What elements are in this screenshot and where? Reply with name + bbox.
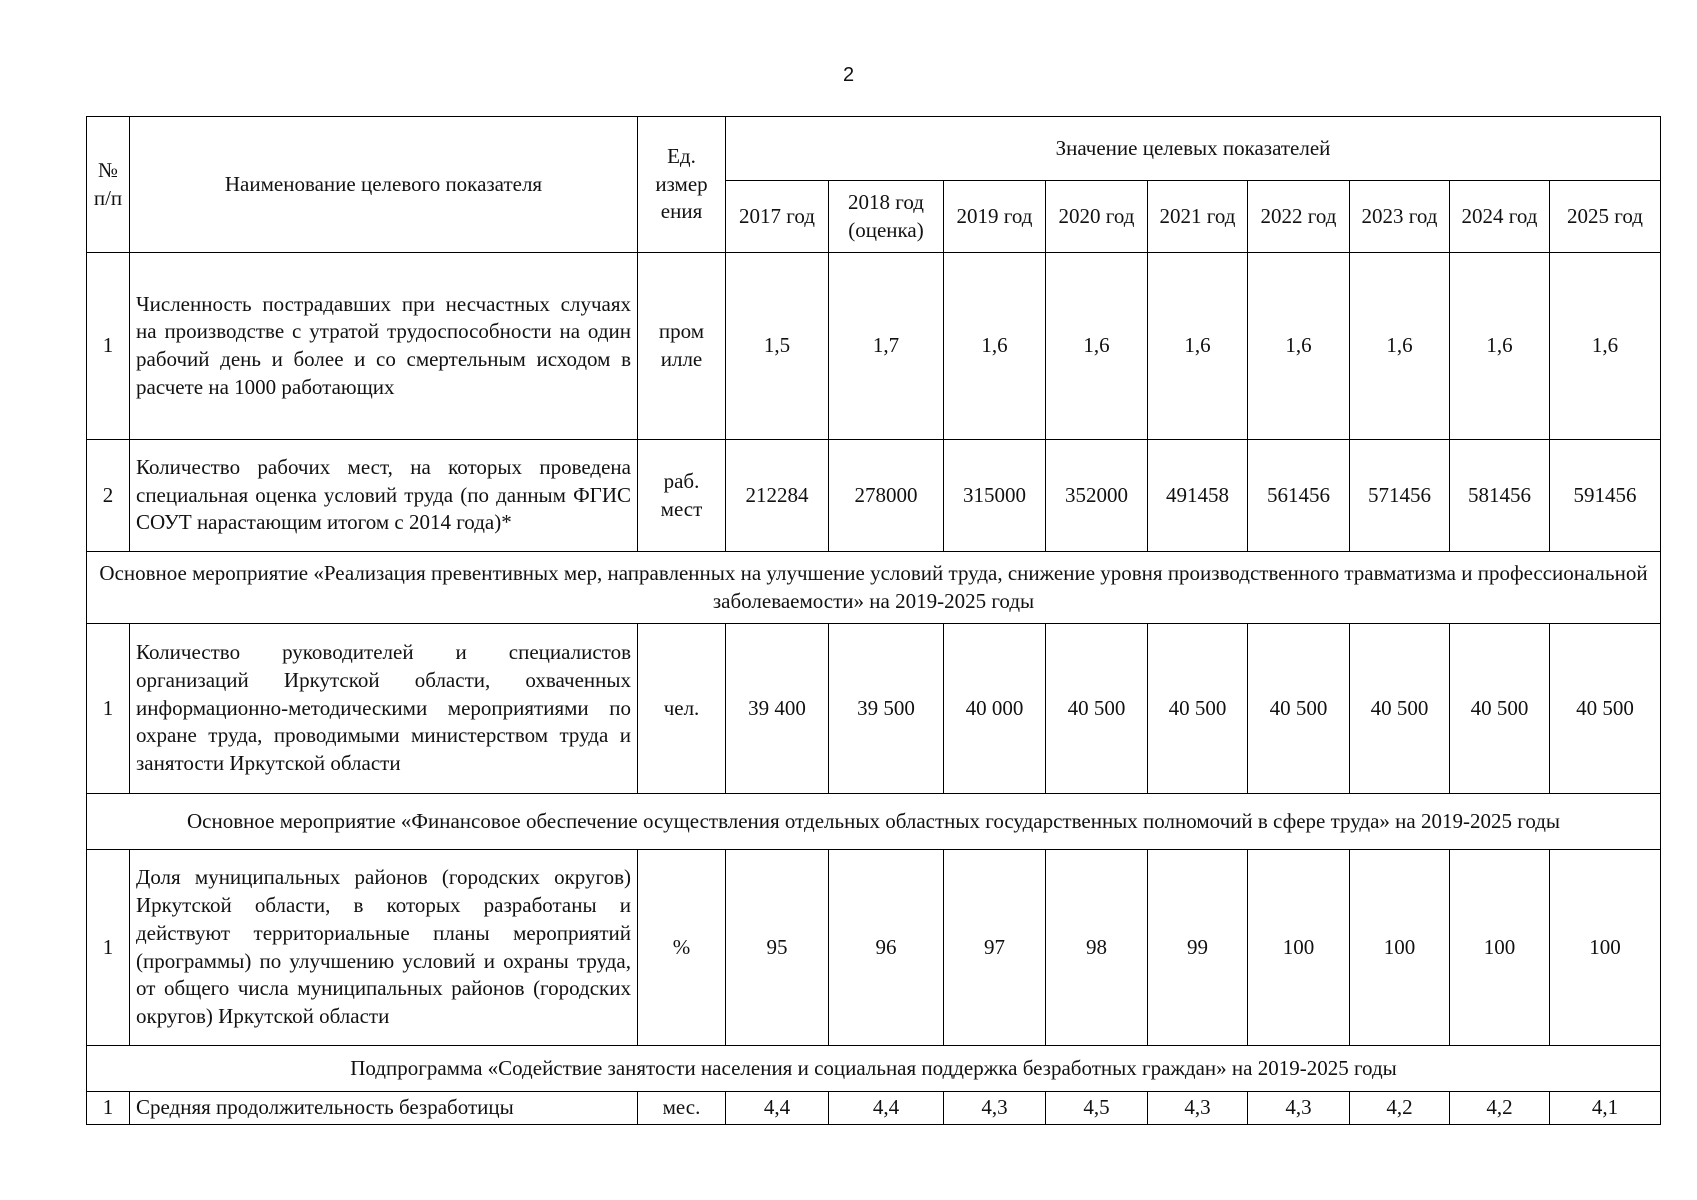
value-cell: 581456	[1450, 440, 1550, 552]
header-num: № п/п	[87, 117, 130, 253]
value-cell: 4,1	[1550, 1092, 1661, 1125]
value-cell: 96	[829, 850, 944, 1046]
header-year: 2022 год	[1248, 181, 1350, 253]
header-values-group: Значение целевых показателей	[726, 117, 1661, 181]
row-num: 2	[87, 440, 130, 552]
value-cell: 98	[1046, 850, 1148, 1046]
unit-cell: чел.	[638, 624, 726, 794]
table-row	[87, 1092, 1661, 1125]
value-cell: 4,5	[1046, 1092, 1148, 1125]
indicator-name: Численность пострадавших при несчастных случаях на производстве с утратой трудоспособности на один рабочий день и более и со смертельным исходом в расчете на 1000 работающих	[130, 253, 638, 440]
header-unit: Ед. измер ения	[638, 117, 726, 253]
section-row	[87, 1046, 1661, 1092]
value-cell: 315000	[944, 440, 1046, 552]
unit-cell: мес.	[638, 1092, 726, 1125]
value-cell: 1,6	[1046, 253, 1148, 440]
indicator-name: Средняя продолжительность безработицы	[130, 1092, 638, 1125]
indicator-name: Количество руководителей и специалистов организаций Иркутской области, охваченных информационно-методическими мероприятиями по охране труда, проводимыми министерством труда и занятости Иркутской области	[130, 624, 638, 794]
unit-cell: %	[638, 850, 726, 1046]
value-cell: 40 500	[1148, 624, 1248, 794]
section-title: Подпрограмма «Содействие занятости населения и социальная поддержка безработных граждан» на 2019-2025 годы	[87, 1046, 1661, 1092]
section-row	[87, 552, 1661, 624]
header-year: 2024 год	[1450, 181, 1550, 253]
value-cell: 278000	[829, 440, 944, 552]
value-cell: 4,3	[1248, 1092, 1350, 1125]
value-cell: 1,6	[1248, 253, 1350, 440]
value-cell: 40 500	[1248, 624, 1350, 794]
value-cell: 95	[726, 850, 829, 1046]
value-cell: 1,6	[1148, 253, 1248, 440]
value-cell: 1,7	[829, 253, 944, 440]
value-cell: 212284	[726, 440, 829, 552]
target-indicators-table	[86, 116, 1661, 1125]
header-year: 2018 год (оценка)	[829, 181, 944, 253]
value-cell: 4,4	[726, 1092, 829, 1125]
value-cell: 99	[1148, 850, 1248, 1046]
value-cell: 40 500	[1450, 624, 1550, 794]
value-cell: 4,4	[829, 1092, 944, 1125]
value-cell: 1,5	[726, 253, 829, 440]
table-row	[87, 253, 1661, 440]
table-row	[87, 624, 1661, 794]
value-cell: 4,3	[1148, 1092, 1248, 1125]
section-row	[87, 794, 1661, 850]
header-row	[87, 117, 1661, 181]
value-cell: 4,2	[1350, 1092, 1450, 1125]
value-cell: 40 500	[1550, 624, 1661, 794]
header-year: 2019 год	[944, 181, 1046, 253]
row-num: 1	[87, 850, 130, 1046]
value-cell: 40 500	[1046, 624, 1148, 794]
value-cell: 591456	[1550, 440, 1661, 552]
value-cell: 1,6	[944, 253, 1046, 440]
value-cell: 491458	[1148, 440, 1248, 552]
section-title: Основное мероприятие «Реализация превентивных мер, направленных на улучшение условий труда, снижение уровня производственного травматизма и профессиональной заболеваемости» на 2019-2025 годы	[87, 552, 1661, 624]
value-cell: 40 000	[944, 624, 1046, 794]
indicator-name: Доля муниципальных районов (городских округов) Иркутской области, в которых разработаны и действуют территориальные планы мероприятий (программы) по улучшению условий и охраны труда, от общего числа муниципальных районов (городских округов) Иркутской области	[130, 850, 638, 1046]
value-cell: 100	[1550, 850, 1661, 1046]
value-cell: 97	[944, 850, 1046, 1046]
value-cell: 100	[1350, 850, 1450, 1046]
row-num: 1	[87, 1092, 130, 1125]
value-cell: 1,6	[1550, 253, 1661, 440]
row-num: 1	[87, 624, 130, 794]
header-name: Наименование целевого показателя	[130, 117, 638, 253]
value-cell: 4,2	[1450, 1092, 1550, 1125]
page-number: 2	[842, 64, 855, 86]
header-year: 2025 год	[1550, 181, 1661, 253]
value-cell: 4,3	[944, 1092, 1046, 1125]
value-cell: 100	[1450, 850, 1550, 1046]
value-cell: 352000	[1046, 440, 1148, 552]
indicator-name: Количество рабочих мест, на которых проведена специальная оценка условий труда (по данным ФГИС СОУТ нарастающим итогом с 2014 года)*	[130, 440, 638, 552]
table-row	[87, 440, 1661, 552]
row-num: 1	[87, 253, 130, 440]
value-cell: 100	[1248, 850, 1350, 1046]
table-row	[87, 850, 1661, 1046]
unit-cell: пром илле	[638, 253, 726, 440]
header-year: 2023 год	[1350, 181, 1450, 253]
value-cell: 40 500	[1350, 624, 1450, 794]
value-cell: 39 500	[829, 624, 944, 794]
value-cell: 1,6	[1450, 253, 1550, 440]
header-year: 2017 год	[726, 181, 829, 253]
header-year: 2020 год	[1046, 181, 1148, 253]
value-cell: 571456	[1350, 440, 1450, 552]
value-cell: 39 400	[726, 624, 829, 794]
section-title: Основное мероприятие «Финансовое обеспечение осуществления отдельных областных государственных полномочий в сфере труда» на 2019-2025 годы	[87, 794, 1661, 850]
unit-cell: раб. мест	[638, 440, 726, 552]
value-cell: 561456	[1248, 440, 1350, 552]
value-cell: 1,6	[1350, 253, 1450, 440]
header-year: 2021 год	[1148, 181, 1248, 253]
